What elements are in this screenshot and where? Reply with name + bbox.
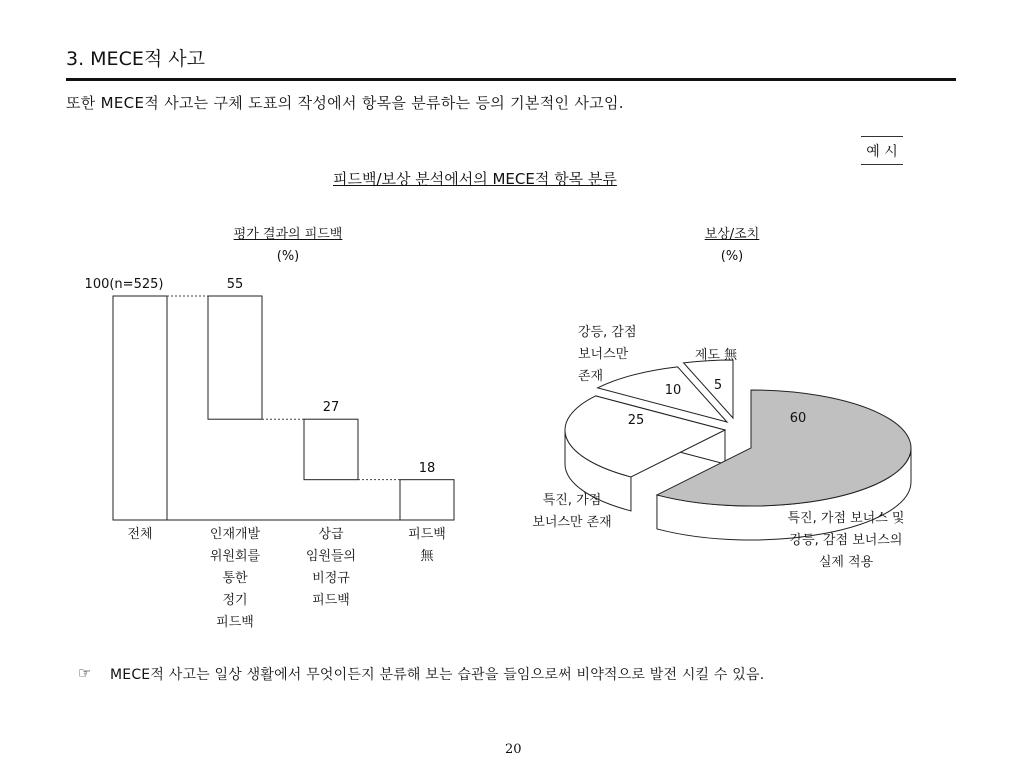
section-title: 3. MECE적 사고 bbox=[66, 48, 205, 70]
figure-title: 피드백/보상 분석에서의 MECE적 항목 분류 bbox=[333, 170, 617, 188]
waterfall-category-label: 임원들의 bbox=[305, 549, 357, 564]
pie-slice-label: 보너스만 bbox=[578, 347, 629, 362]
waterfall-category-label: 피드백 bbox=[312, 593, 350, 608]
waterfall-category-label: 전체 bbox=[127, 527, 153, 542]
waterfall-category-label: 정기 bbox=[222, 593, 248, 608]
waterfall-value-label: 55 bbox=[226, 277, 244, 292]
pointing-hand-icon: ☞ bbox=[78, 664, 92, 682]
waterfall-category-label: 피드백 bbox=[216, 615, 254, 630]
pie-slice-label: 특진, 가점 bbox=[542, 493, 602, 508]
waterfall-category-label: 상급 bbox=[318, 527, 344, 542]
pie-slice-label: 실제 적용 bbox=[818, 555, 874, 570]
example-label: 예 시 bbox=[861, 136, 903, 165]
pie-slice-label: 강등, 감점 bbox=[578, 325, 637, 340]
pie-slice-label: 존재 bbox=[578, 369, 604, 384]
waterfall-category-label: 비정규 bbox=[312, 571, 350, 586]
waterfall-category-label: 無 bbox=[420, 549, 434, 564]
page-number: 20 bbox=[505, 742, 522, 757]
pie-slice-label: 특진, 가점 보너스 및 bbox=[787, 511, 905, 526]
waterfall-value-label: 18 bbox=[418, 460, 436, 476]
waterfall-category-label: 위원회를 bbox=[209, 549, 261, 564]
waterfall-value-label: 100(n=525) bbox=[84, 277, 164, 292]
pie-value-label: 5 bbox=[713, 378, 723, 393]
waterfall-category-label: 통한 bbox=[222, 571, 248, 586]
pie-value-label: 25 bbox=[627, 413, 645, 428]
waterfall-unit: (%) bbox=[276, 249, 300, 264]
waterfall-title: 평가 결과의 피드백 bbox=[233, 227, 343, 242]
pie-slice-label: 강등, 감점 보너스의 bbox=[789, 533, 903, 548]
intro-text: 또한 MECE적 사고는 구체 도표의 작성에서 항목을 분류하는 등의 기본적인 사고임. bbox=[66, 94, 624, 112]
pie-slice-label: 보너스만 존재 bbox=[532, 515, 612, 530]
waterfall-value-label: 27 bbox=[322, 400, 340, 416]
pie-slice-label: 제도 無 bbox=[694, 348, 738, 363]
pie-title: 보상/조치 bbox=[704, 227, 760, 242]
note-text: MECE적 사고는 일상 생활에서 무엇이든지 분류해 보는 습관을 들임으로써 비약적으로 발전 시킬 수 있음. bbox=[110, 667, 765, 683]
pie-value-label: 60 bbox=[789, 411, 807, 426]
pie-unit: (%) bbox=[720, 249, 744, 264]
pie-value-label: 10 bbox=[664, 383, 682, 398]
waterfall-category-label: 피드백 bbox=[408, 527, 446, 542]
waterfall-category-label: 인재개발 bbox=[209, 527, 261, 542]
